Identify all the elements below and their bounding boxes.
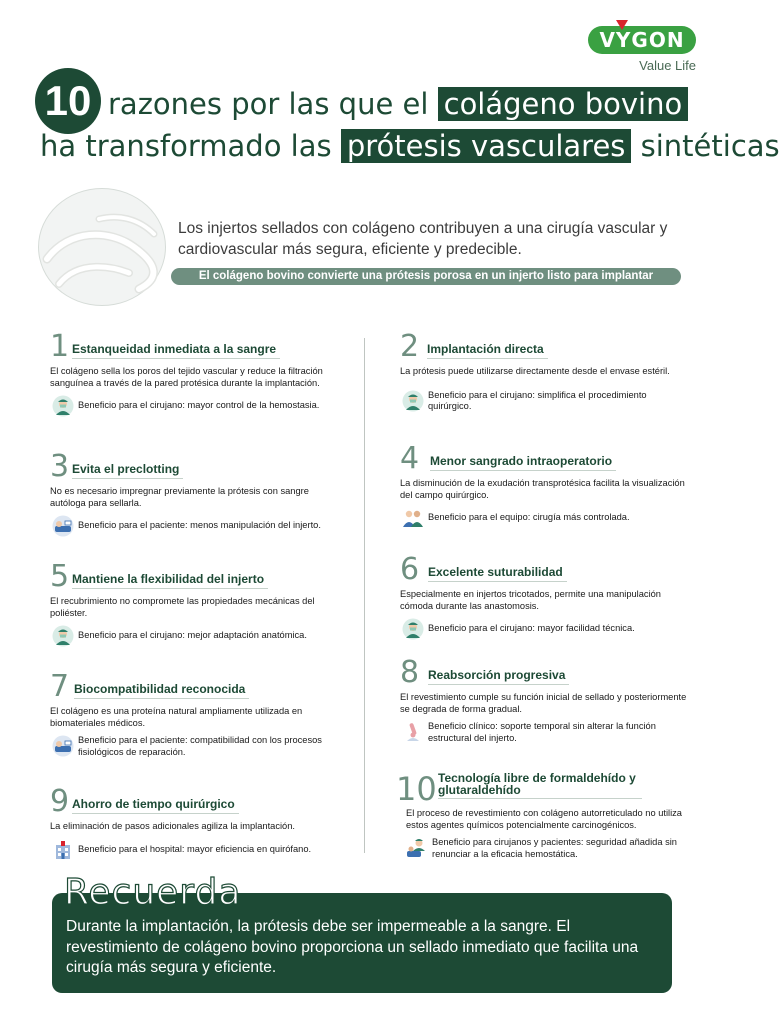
reason-description: El revestimiento cumple su función inicial de sellado y posteriormente se degrada de forma gradual. [400, 692, 687, 714]
reason-description: La prótesis puede utilizarse directamente desde el envase estéril. [400, 366, 670, 376]
reason-description: El recubrimiento no compromete las propiedades mecánicas del poliéster. [50, 596, 315, 618]
reason-number: 10 [396, 770, 437, 808]
reason-description: La disminución de la exudación transprotésica facilita la visualización del campo quirúrgico. [400, 478, 685, 500]
intro-banner: El colágeno bovino convierte una prótesis porosa en un injerto listo para implantar [171, 268, 681, 285]
reason-item [400, 442, 690, 529]
title-highlight: prótesis vasculares [341, 129, 632, 163]
reason-benefit [400, 721, 690, 744]
reason-description: No es necesario impregnar previamente la prótesis con sangre autóloga para sellarla. [50, 486, 309, 508]
reason-item [50, 450, 330, 537]
benefit-text: Beneficio para el cirujano: simplifica el procedimiento quirúrgico. [428, 389, 647, 411]
reason-title: Ahorro de tiempo quirúrgico [72, 797, 235, 811]
reason-number: 3 [50, 449, 70, 484]
recuerda-text: Durante la implantación, la prótesis debe ser impermeable a la sangre. El revestimiento de colágeno bovino proporciona un sellado inmediato que facilita una cirugía más segura y eficiente. [66, 918, 639, 976]
benefit-text: Beneficio clínico: soporte temporal sin alterar la función estructural del injerto. [428, 721, 656, 743]
reason-item [50, 560, 330, 647]
reason-number: 9 [50, 784, 70, 819]
surgeon-icon [52, 395, 74, 417]
team-icon [402, 507, 424, 529]
reason-title: Evita el preclotting [72, 462, 180, 476]
reason-number: 2 [400, 329, 420, 364]
recuerda-title: Recuerda [64, 872, 242, 913]
benefit-text: Beneficio para el cirujano: mayor control de la hemostasia. [78, 400, 320, 411]
title-text: sintéticas [640, 129, 780, 163]
benefit-text: Beneficio para cirujanos y pacientes: seguridad añadida sin renunciar a la eficacia hemostática. [432, 837, 677, 859]
clinical-icon [402, 721, 424, 743]
surgeon-icon [402, 618, 424, 640]
logo-tagline: Value Life [639, 58, 696, 73]
reason-benefit [50, 735, 330, 758]
reason-title: Excelente suturabilidad [428, 565, 563, 579]
reason-title: Biocompatibilidad reconocida [74, 682, 246, 696]
reason-number: 5 [50, 559, 70, 594]
reason-item [400, 553, 690, 640]
title-number-badge: 10 [35, 68, 101, 134]
reason-number: 8 [400, 655, 420, 690]
reason-description: La eliminación de pasos adicionales agiliza la implantación. [50, 821, 295, 831]
reason-number: 4 [400, 441, 420, 476]
reason-description: El colágeno es una proteína natural ampliamente utilizada en biomateriales médicos. [50, 706, 303, 728]
vygon-logo [588, 18, 700, 74]
hospital-icon [52, 839, 74, 861]
title-text: ha transformado las [40, 129, 332, 163]
patient-icon [52, 515, 74, 537]
reason-title: Reabsorción progresiva [428, 668, 566, 682]
page-title-line-1 [108, 87, 688, 121]
reason-item [400, 656, 690, 744]
benefit-text: Beneficio para el equipo: cirugía más controlada. [428, 512, 630, 523]
reason-title: Menor sangrado intraoperatorio [430, 454, 613, 468]
logo-triangle-icon [616, 20, 628, 30]
benefit-text: Beneficio para el hospital: mayor eficiencia en quirófano. [78, 843, 312, 854]
reason-title: Implantación directa [427, 342, 544, 356]
reason-description: El colágeno sella los poros del tejido vascular y reduce la filtración sanguínea a través de la pared protésica durante la implantación. [50, 366, 323, 388]
reason-benefit [50, 515, 330, 537]
reason-title: Tecnología libre de formaldehído y glutaraldehído [438, 772, 638, 796]
vascular-graft-image [38, 188, 166, 306]
reason-number: 7 [50, 669, 70, 704]
benefit-text: Beneficio para el cirujano: mayor facilidad técnica. [428, 623, 635, 634]
reason-item [50, 330, 330, 417]
reason-title: Mantiene la flexibilidad del injerto [72, 572, 265, 586]
intro-text: Los injertos sellados con colágeno contribuyen a una cirugía vascular y cardiovascular más segura, eficiente y predecible. [178, 220, 668, 258]
reason-benefit [50, 839, 330, 861]
reason-number: 1 [50, 329, 70, 364]
reason-benefit [400, 618, 690, 640]
logo-wordmark: VYGON [588, 26, 696, 54]
reason-benefit [400, 507, 690, 529]
reason-item [50, 785, 330, 861]
column-divider [364, 338, 365, 853]
reason-benefit [404, 837, 694, 860]
reason-description: El proceso de revestimiento con colágeno autorreticulado no utiliza estos agentes químicos potencialmente carcinogénicos. [406, 808, 682, 830]
reason-benefit [50, 625, 330, 647]
title-highlight: colágeno bovino [438, 87, 689, 121]
title-text: razones por las que el [108, 87, 429, 121]
page-title-line-2 [40, 129, 780, 163]
reason-benefit [50, 395, 330, 417]
patient-icon [52, 735, 74, 757]
reason-item [396, 770, 694, 860]
benefit-text: Beneficio para el paciente: compatibilidad con los procesos fisiológicos de reparación. [78, 735, 322, 757]
surgeon-patient-icon [406, 837, 428, 859]
reason-title: Estanqueidad inmediata a la sangre [72, 342, 277, 356]
reason-number: 6 [400, 552, 420, 587]
reason-description: Especialmente en injertos tricotados, permite una manipulación cómoda durante las anastomosis. [400, 589, 661, 611]
benefit-text: Beneficio para el paciente: menos manipulación del injerto. [78, 520, 321, 531]
surgeon-icon [402, 390, 424, 412]
benefit-text: Beneficio para el cirujano: mejor adaptación anatómica. [78, 630, 307, 641]
reason-item [50, 670, 330, 758]
reason-item [400, 330, 690, 413]
reason-benefit [400, 390, 690, 413]
surgeon-icon [52, 625, 74, 647]
